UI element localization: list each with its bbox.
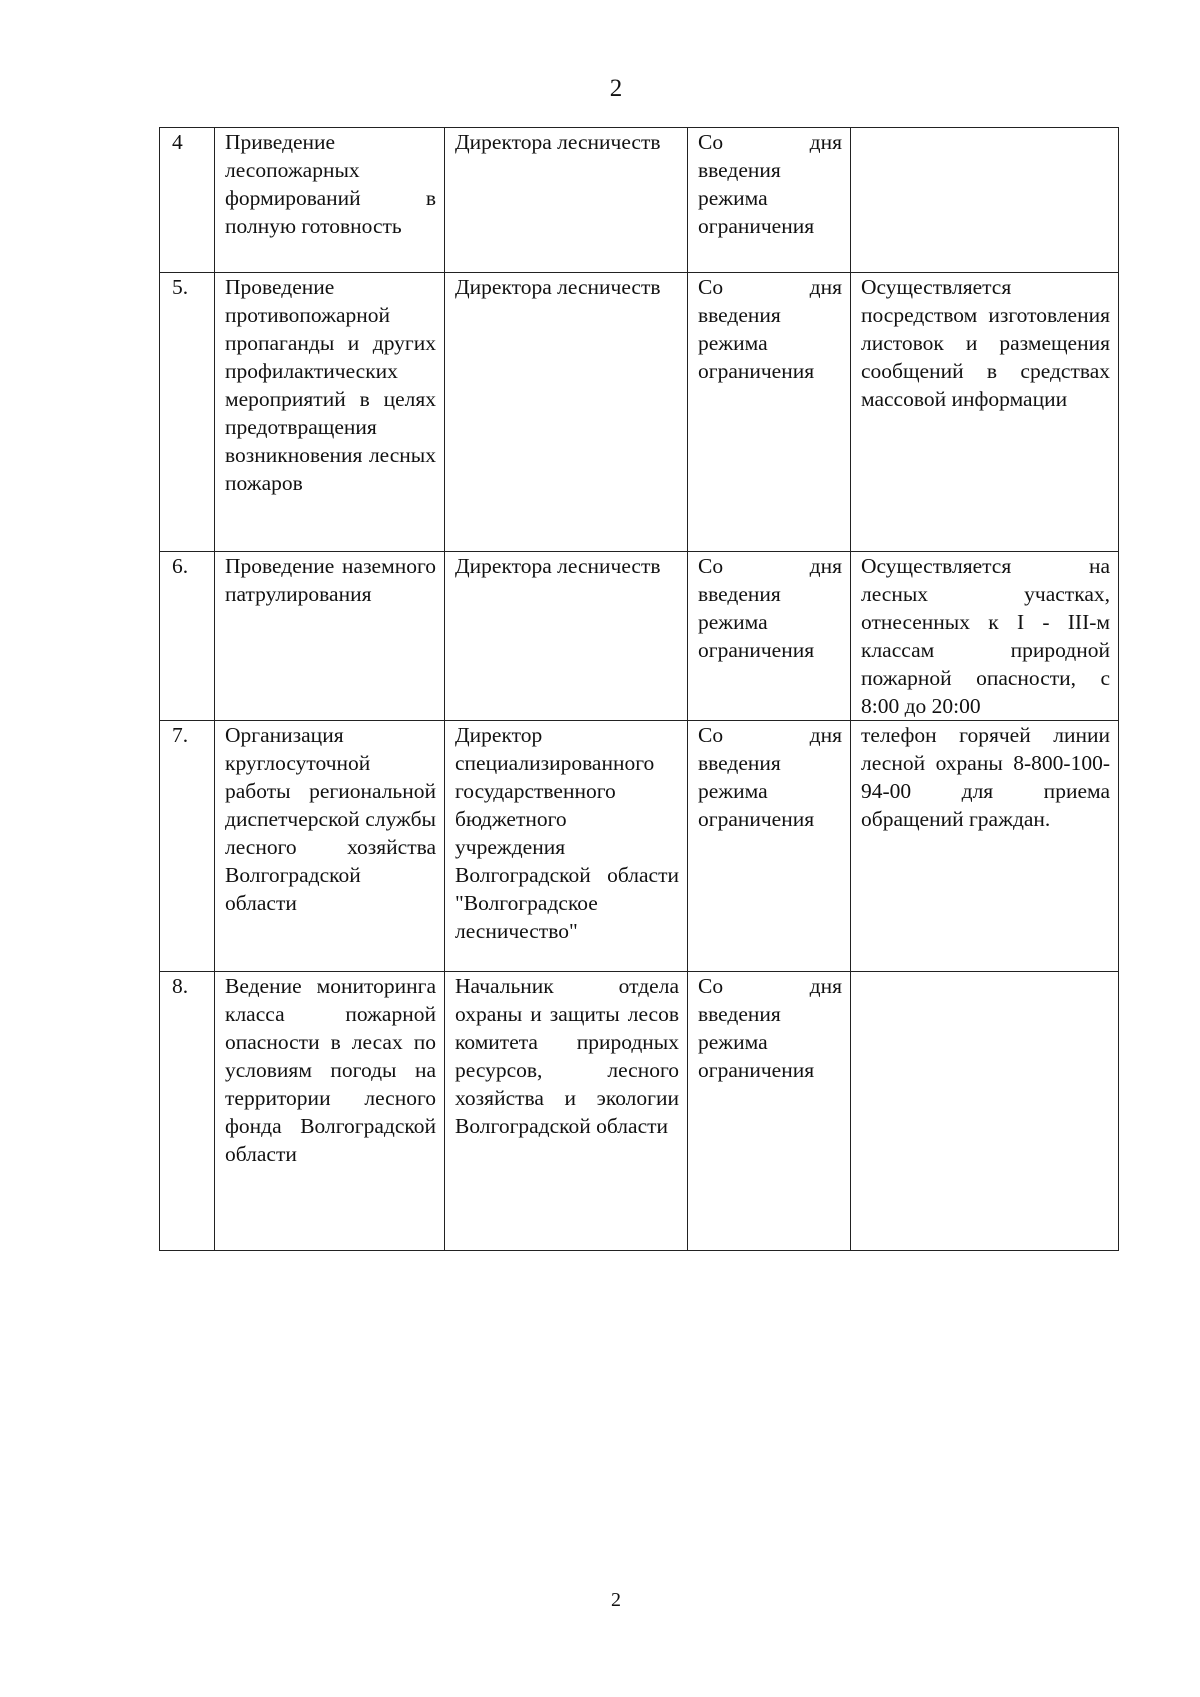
responsible-cell: Директора лесничеств <box>445 273 688 552</box>
responsible-cell: Начальник отдела охраны и защиты лесов комитета природных ресурсов, лесного хозяйства и экологии Волгоградской области <box>445 972 688 1251</box>
note-cell <box>851 972 1119 1251</box>
table-row <box>160 972 1119 1251</box>
row-number: 4 <box>160 128 215 273</box>
term-cell: Со дня введения режима ограничения <box>688 972 851 1251</box>
measure-cell: Ведение мониторинга класса пожарной опасности в лесах по условиям погоды на территории лесного фонда Волгоградской области <box>215 972 445 1251</box>
note-cell: телефон горячей линии лесной охраны 8-800-100-94-00 для приема обращений граждан. <box>851 721 1119 972</box>
table-row <box>160 721 1119 972</box>
term-cell: Со дня введения режима ограничения <box>688 552 851 721</box>
page-number-bottom: 2 <box>611 1589 621 1611</box>
responsible-cell: Директор специализированного государственного бюджетного учреждения Волгоградской области "Волгоградское лесничество" <box>445 721 688 972</box>
row-number: 8. <box>160 972 215 1251</box>
note-cell <box>851 128 1119 273</box>
measures-table <box>159 127 1119 1251</box>
row-number: 6. <box>160 552 215 721</box>
measure-cell: Проведение противопожарной пропаганды и других профилактических мероприятий в целях предотвращения возникновения лесных пожаров <box>215 273 445 552</box>
page-number-top: 2 <box>609 75 623 102</box>
responsible-cell: Директора лесничеств <box>445 552 688 721</box>
measure-cell: Проведение наземного патрулирования <box>215 552 445 721</box>
note-cell: Осуществляется посредством изготовления листовок и размещения сообщений в средствах массовой информации <box>851 273 1119 552</box>
table-row <box>160 128 1119 273</box>
note-cell: Осуществляется на лесных участках, отнесенных к I - III-м классам природной пожарной опасности, с 8:00 до 20:00 <box>851 552 1119 721</box>
term-cell: Со дня введения режима ограничения <box>688 128 851 273</box>
table-row <box>160 552 1119 721</box>
row-number: 7. <box>160 721 215 972</box>
table-row <box>160 273 1119 552</box>
term-cell: Со дня введения режима ограничения <box>688 273 851 552</box>
measure-cell: Приведение лесопожарных формирований в полную готовность <box>215 128 445 273</box>
measure-cell: Организация круглосуточной работы региональной диспетчерской службы лесного хозяйства Волгоградской области <box>215 721 445 972</box>
term-cell: Со дня введения режима ограничения <box>688 721 851 972</box>
responsible-cell: Директора лесничеств <box>445 128 688 273</box>
row-number: 5. <box>160 273 215 552</box>
